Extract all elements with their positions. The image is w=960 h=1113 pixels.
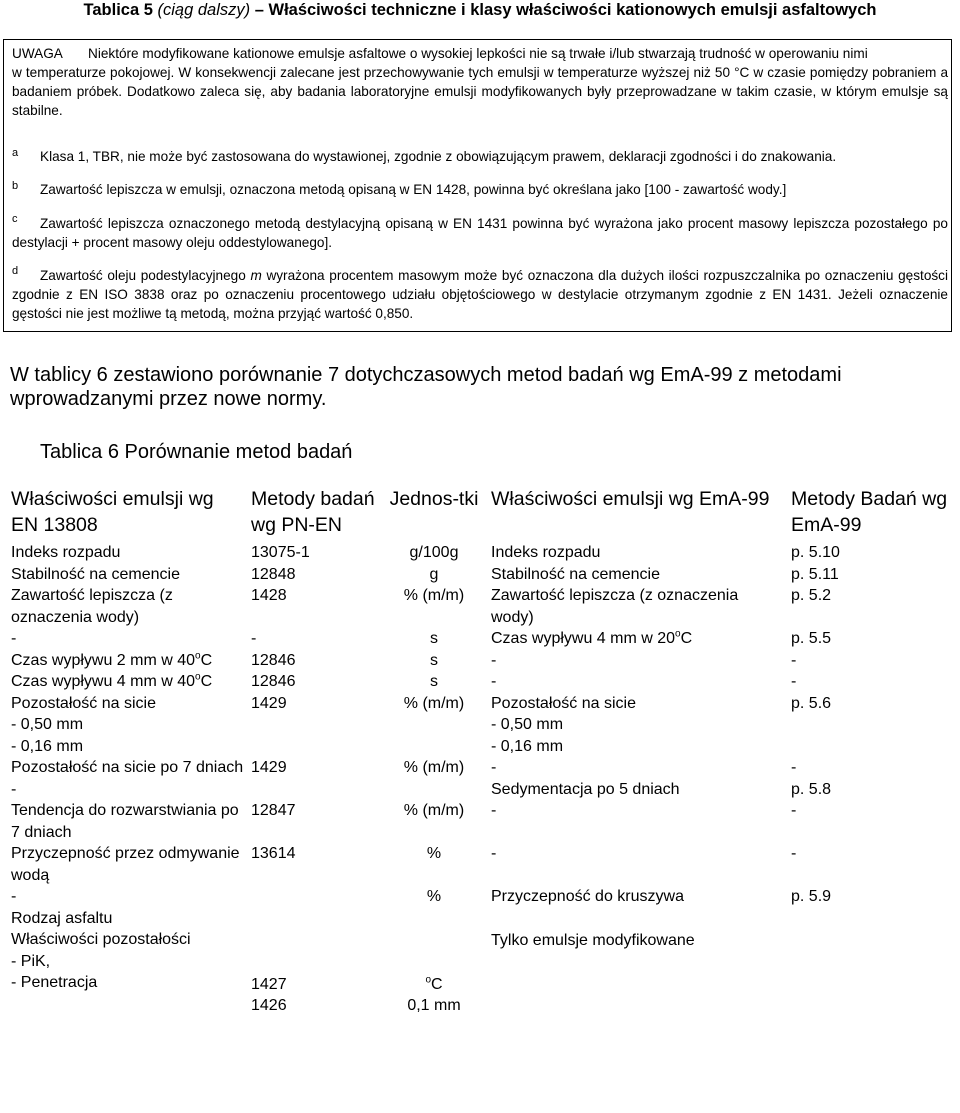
table-row: Czas wypływu 2 mm w 40$^o$C 12846 s - - — [11, 650, 797, 669]
comparison-table — [8, 486, 952, 1017]
intro-paragraph: W tablicy 6 zestawiono porównanie 7 dotychczasowych metod badań wg EmA-99 z metodami wprowadzanymi przez nowe normy. — [10, 364, 842, 410]
footnote-a: Klasa 1, TBR, nie może być zastosowana do wystawionej, zgodnie z obowiązującym prawem, deklaracji zgodności i do znakowania. — [40, 149, 837, 164]
table-row: Pozostałość na sicie po 7 dniach 1429 % (m/m) - - — [11, 759, 797, 776]
table-row: Indeks rozpadu 13075-1 g/100g Indeks rozpadu p. 5.10 — [11, 544, 840, 561]
table-row: Stabilność na cemencie 12848 g Stabilność na cemencie p. 5.11 — [11, 565, 839, 583]
footnote-mark-b: b — [12, 180, 19, 192]
note-box — [3, 39, 952, 332]
table-row: Czas wypływu 4 mm w 40$^o$C 12846 s - - — [11, 671, 797, 690]
col-header-units: Jednos-tki — [389, 488, 479, 510]
note-body: w temperaturze pokojowej. W konsekwencji zalecane jest przechowywanie tych emulsji w temperaturze wyższej niż 50 °C w czasie pomiędzy pobraniem a badaniem próbek. Dodatkowo zaleca się, aby badania laboratoryjne emulsji modyfikowanych były przeprowadzane w takim czasie, w którym emulsje są stabilne. — [12, 65, 948, 118]
table-row: Zawartość lepiszcza (z oznaczenia wody) 1428 % (m/m) Zawartość lepiszcza (z oznaczenia wody) p. 5.2 — [11, 587, 832, 626]
col-header-properties-en: Właściwości emulsji wg EN 13808 — [11, 488, 214, 536]
table-row: - Sedymentacja po 5 dniach p. 5.8 — [11, 780, 832, 798]
col-header-methods-pn-en: Metody badań wg PN-EN — [251, 488, 375, 536]
footnote-b: Zawartość lepiszcza w emulsji, oznaczona metodą opisaną w EN 1428, powinna być określana jako [100 - zawartość wody.] — [40, 182, 787, 197]
table-row-last-block: Rodzaj asfaltu Właściwości pozostałości - PiK, - Penetracja 1427 1426 $^o$C 0,1 mm Tylko emulsje modyfikowane — [11, 909, 695, 1014]
table-row: - - s Czas wypływu 4 mm w 20$^o$C p. 5.5 — [11, 628, 832, 647]
footnote-d: Zawartość oleju podestylacyjnego m wyrażona procentem masowym może być oznaczona dla dużych ilości rozpuszczalnika po oznaczeniu gęstości zgodnie z EN ISO 3838 oraz po oznaczeniu procentowego udziału objętościowego w destylacie otrzymanym zgodnie z EN 1431. Jeżeli oznaczenie gęstości nie jest możliwe tą metodą, można przyjąć wartość 0,850. — [12, 268, 948, 321]
table-header-row — [8, 486, 952, 542]
footnote-mark-a: a — [12, 147, 19, 159]
table6-title: Tablica 6 Porównanie metod badań — [40, 441, 353, 463]
footnote-mark-c: c — [12, 213, 18, 225]
table-row: Tendencja do rozwarstwiania po 7 dniach 12847 % (m/m) - - — [11, 802, 797, 841]
note-line1: Niektóre modyfikowane kationowe emulsje asfaltowe o wysokiej lepkości nie są trwałe i/lub stwarzają trudność w operowaniu nimi — [88, 46, 868, 61]
table-row: Pozostałość na sicie - 0,50 mm - 0,16 mm 1429 % (m/m) Pozostałość na sicie - 0,50 mm - 0,16 mm p. 5.6 — [11, 694, 832, 755]
table-row: Przyczepność przez odmywanie wodą 13614 % - - — [11, 845, 797, 884]
col-header-properties-ema: Właściwości emulsji wg EmA-99 — [491, 488, 770, 510]
page-title: Tablica 5 (ciąg dalszy) – Właściwości techniczne i klasy właściwości kationowych emulsji asfaltowych — [83, 1, 877, 19]
col-header-methods-ema: Metody Badań wg EmA-99 — [791, 488, 948, 536]
table-row: - % Przyczepność do kruszywa p. 5.9 — [11, 888, 832, 905]
footnote-mark-d: d — [12, 265, 19, 277]
note-label: UWAGA — [12, 46, 63, 61]
footnote-c: Zawartość lepiszcza oznaczonego metodą destylacyjną opisaną w EN 1431 powinna być wyrażona jako procent masowy lepiszcza pozostałego po destylacji + procent masowy oleju oddestylowanego]. — [12, 216, 948, 250]
